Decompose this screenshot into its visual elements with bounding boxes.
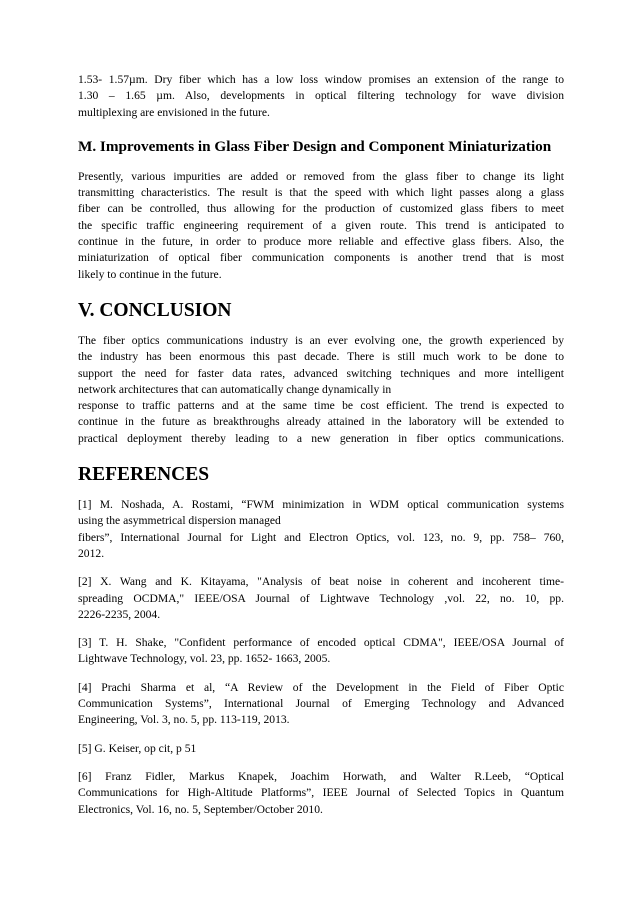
- text-line: Lightwave Technology, vol. 23, pp. 1652- 1663, 2005.: [78, 652, 331, 666]
- reference-item: [78, 497, 564, 562]
- reference-item: [78, 741, 564, 757]
- document-page: [78, 72, 564, 830]
- text-line: Communications for High-Altitude Platforms”, IEEE Journal of Selected Topics in Quantum: [78, 786, 564, 800]
- text-line: [5] G. Keiser, op cit, p 51: [78, 741, 197, 755]
- section-heading-conclusion: V. CONCLUSION: [78, 299, 232, 321]
- text-line: miniaturization of optical fiber communication components is another trend that is most: [78, 251, 564, 265]
- reference-item: [78, 680, 564, 729]
- text-line: Electronics, Vol. 16, no. 5, September/October 2010.: [78, 802, 323, 816]
- text-line: response to traffic patterns and at the same time be cost efficient. The trend is expected to: [78, 399, 564, 413]
- section-heading-references: REFERENCES: [78, 464, 210, 486]
- text-line: 1.53- 1.57µm. Dry fiber which has a low loss window promises an extension of the range to: [78, 73, 564, 86]
- text-line: fibers”, International Journal for Light and Electron Optics, vol. 123, no. 9, pp. 758– 760,: [78, 530, 564, 544]
- text-line: network architectures that can automatically change dynamically in: [78, 382, 392, 396]
- text-line: using the asymmetrical dispersion managed: [78, 514, 281, 528]
- text-line: 1.30 – 1.65 µm. Also, developments in optical filtering technology for wave division: [78, 89, 564, 103]
- text-line: 2226-2235, 2004.: [78, 607, 161, 621]
- text-line: Presently, various impurities are added or removed from the glass fiber to change its light: [78, 169, 564, 183]
- text-line: multiplexing are envisioned in the future.: [78, 105, 270, 119]
- reference-item: [78, 769, 564, 818]
- text-line: support the need for faster data rates, advanced switching techniques and more intelligent: [78, 366, 564, 380]
- reference-item: [78, 635, 564, 668]
- text-line: [3] T. H. Shake, "Confident performance of encoded optical CDMA", IEEE/OSA Journal of: [78, 636, 564, 650]
- text-line: transmitting characteristics. The result is that the speed with which light passes along a glass: [78, 186, 564, 200]
- text-line: the specific traffic engineering requirement of a given route. This trend is anticipated to: [78, 218, 564, 232]
- text-line: Communication Systems”, International Journal of Emerging Technology and Advanced: [78, 697, 564, 711]
- text-line: [1] M. Noshada, A. Rostami, “FWM minimization in WDM optical communication systems: [78, 498, 564, 512]
- text-line: 2012.: [78, 546, 105, 560]
- text-line: The fiber optics communications industry is an ever evolving one, the growth experienced by: [78, 333, 564, 347]
- reference-item: [78, 574, 564, 623]
- text-line: the industry has been enormous this past decade. There is still much work to be done to: [78, 350, 564, 364]
- text-line: spreading OCDMA," IEEE/OSA Journal of Lightwave Technology ,vol. 22, no. 10, pp.: [78, 591, 564, 605]
- text-line: Engineering, Vol. 3, no. 5, pp. 113-119, 2013.: [78, 713, 290, 727]
- text-line: continue in the future as breakthroughs already attained in the laboratory will be extended to: [78, 415, 564, 429]
- text-line: fiber can be controlled, thus allowing for the production of customized glass fibers to meet: [78, 202, 564, 216]
- text-line: [2] X. Wang and K. Kitayama, "Analysis of beat noise in coherent and incoherent time-: [78, 575, 564, 589]
- text-line: practical deployment thereby leading to a new generation in fiber optics communications.: [78, 431, 564, 445]
- text-line: continue in the future, in order to produce more reliable and effective glass fibers. Also, the: [78, 235, 564, 249]
- text-line: [4] Prachi Sharma et al, “A Review of the Development in the Field of Fiber Optic: [78, 680, 564, 694]
- text-line: likely to continue in the future.: [78, 267, 222, 281]
- text-line: [6] Franz Fidler, Markus Knapek, Joachim Horwath, and Walter R.Leeb, “Optical: [78, 769, 564, 783]
- section-heading-m: M. Improvements in Glass Fiber Design and Component Miniaturization: [78, 137, 552, 155]
